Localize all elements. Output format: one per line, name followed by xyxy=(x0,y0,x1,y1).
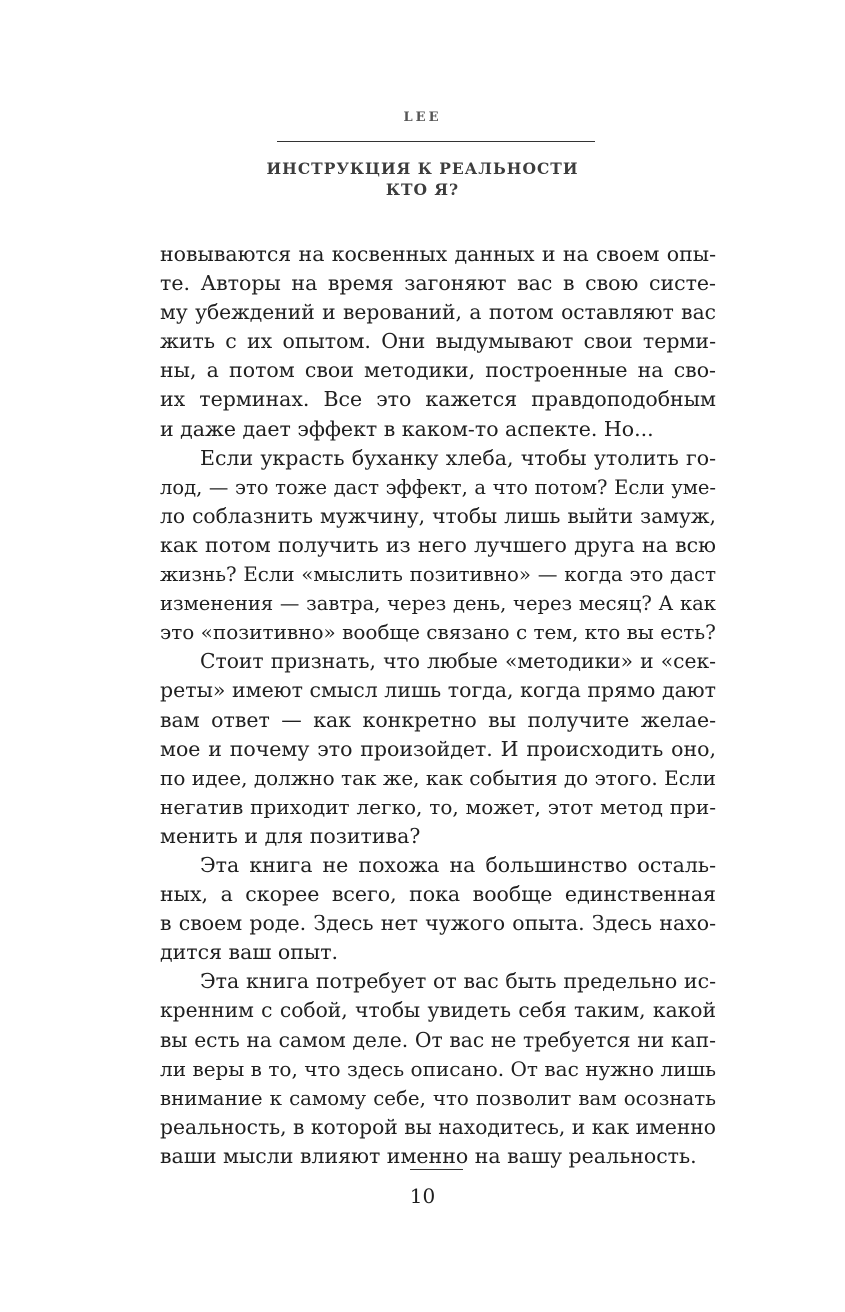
text-line: ваши мысли влияют именно на вашу реальность. xyxy=(160,1143,697,1168)
text-line: вы есть на самом деле. От вас не требуется ни кап- xyxy=(160,1027,716,1052)
text-line: ли веры в то, что здесь описано. От вас нужно лишь xyxy=(160,1056,716,1081)
text-line: в своем роде. Здесь нет чужого опыта. Здесь нахо- xyxy=(160,911,716,936)
text-line: му убеждений и верований, а потом оставляют вас xyxy=(160,300,716,325)
text-line: вам ответ — как конкретно вы получите желае- xyxy=(160,707,716,732)
text-line: ных, а скорее всего, пока вообще единственная xyxy=(160,882,716,907)
text-line: кренним с собой, чтобы увидеть себя таким, какой xyxy=(160,998,716,1023)
text-line: и даже дает эффект в каком-то аспекте. Но... xyxy=(160,416,654,441)
text-line: внимание к самому себе, что позволит вам осознать xyxy=(160,1086,716,1110)
text-line: как потом получить из него лучшего друга на всю xyxy=(160,532,716,557)
text-line: Эта книга не похожа на большинство осталь- xyxy=(200,852,716,877)
text-line: реты» имеют смысл лишь тогда, когда прямо дают xyxy=(160,678,716,703)
text-line: Если украсть буханку хлеба, чтобы утолить го- xyxy=(200,445,716,470)
text-line: это «позитивно» вообще связано с тем, кто вы есть? xyxy=(160,620,716,645)
text-line: их терминах. Все это кажется правдоподобным xyxy=(160,387,716,412)
text-line: лод, — это тоже даст эффект, а что потом? Если уме- xyxy=(160,475,716,499)
footer-divider xyxy=(410,1169,463,1170)
text-line: негатив приходит легко, то, может, этот метод при- xyxy=(160,794,716,819)
text-line: новываются на косвенных данных и на своем опы- xyxy=(160,242,716,266)
text-line: по идее, должно так же, как события до этого. Если xyxy=(160,765,716,790)
running-header-title xyxy=(0,158,845,200)
text-line: Эта книга потребует от вас быть предельно ис- xyxy=(200,969,716,994)
text-line: изменения — завтра, через день, через месяц? А как xyxy=(160,592,716,616)
header-divider xyxy=(277,141,595,142)
body-text xyxy=(160,240,716,1171)
page-number: 10 xyxy=(409,1184,436,1208)
text-line: Стоит признать, что любые «методики» и «сек- xyxy=(200,649,716,674)
header-title-line-1: ИНСТРУКЦИЯ К РЕАЛЬНОСТИ xyxy=(266,159,579,178)
text-line: реальность, в которой вы находитесь, и как именно xyxy=(160,1114,716,1139)
text-line: жить с их опытом. Они выдумывают свои терми- xyxy=(160,329,716,354)
header-title-line-2: КТО Я? xyxy=(385,180,460,199)
text-line: ны, а потом свои методики, построенные на сво- xyxy=(160,358,716,383)
text-line: мое и почему это произойдет. И происходить оно, xyxy=(160,736,716,761)
text-line: жизнь? Если «мыслить позитивно» — когда это даст xyxy=(160,563,716,587)
text-line: те. Авторы на время загоняют вас в свою систе- xyxy=(160,271,716,296)
text-line: менить и для позитива? xyxy=(160,823,421,848)
text-line: дится ваш опыт. xyxy=(160,940,339,965)
running-header-author: LEE xyxy=(403,110,442,125)
text-line: ло соблазнить мужчину, чтобы лишь выйти замуж, xyxy=(160,503,716,528)
